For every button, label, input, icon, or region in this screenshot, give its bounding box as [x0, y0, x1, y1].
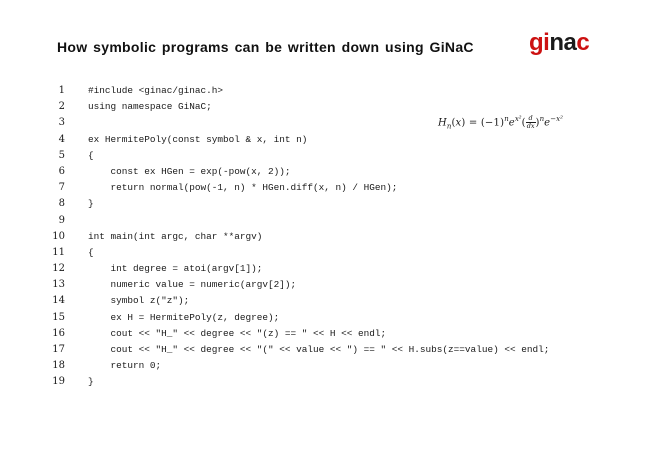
code-line [0, 211, 655, 227]
line-number: 18 [52, 360, 65, 372]
line-number: 6 [58, 165, 65, 177]
code-line [0, 340, 655, 356]
code-line [0, 194, 655, 210]
code-listing [0, 81, 655, 389]
fraction-denominator: dx [526, 122, 535, 131]
code-line [0, 356, 655, 372]
code-text: } [88, 198, 94, 210]
slide-title: How symbolic programs can be written down using GiNaC [57, 39, 474, 55]
code-line [0, 308, 655, 324]
ginac-logo [529, 29, 589, 57]
formula-segment: ) = (−1) [461, 117, 505, 129]
code-text: using namespace GiNaC; [88, 101, 212, 113]
line-number: 14 [52, 295, 65, 307]
line-number: 13 [52, 279, 65, 291]
code-text: int main(int argc, char **argv) [88, 230, 263, 242]
line-number: 16 [52, 327, 65, 339]
code-line [0, 243, 655, 259]
formula-segment: ) [535, 117, 540, 129]
formula-segment: n [504, 115, 509, 123]
code-text: int degree = atoi(argv[1]); [88, 263, 263, 275]
code-text: const ex HGen = exp(-pow(x, 2)); [88, 165, 291, 177]
formula-segment: e [544, 117, 551, 129]
logo-letter: n [549, 29, 564, 56]
code-line [0, 324, 655, 340]
code-line [0, 259, 655, 275]
formula-segment: x [455, 117, 462, 129]
logo-letter: c [576, 29, 590, 56]
line-number: 15 [52, 311, 65, 323]
line-number: 5 [58, 149, 65, 161]
fraction-numerator: d [528, 114, 533, 123]
code-text: cout << "H_" << degree << "(z) == " << H << endl; [88, 327, 387, 339]
formula-segment: H [438, 117, 447, 129]
line-number: 8 [58, 198, 65, 210]
code-text: } [88, 376, 94, 388]
line-number: 4 [58, 133, 65, 145]
code-text: { [88, 149, 94, 161]
code-line [0, 162, 655, 178]
line-number: 12 [52, 263, 65, 275]
formula-segment: ( [451, 117, 456, 129]
line-number: 17 [52, 344, 65, 355]
code-text: numeric value = numeric(argv[2]); [88, 279, 297, 291]
formula-segment: ( [521, 117, 526, 129]
logo-letter: a [563, 29, 577, 56]
code-line [0, 113, 655, 129]
code-line [0, 97, 655, 113]
formula-segment: −x² [550, 115, 563, 123]
code-text: ex HermitePoly(const symbol & x, int n) [88, 133, 308, 145]
code-text: cout << "H_" << degree << "(" << value << ") == " << H.subs(z==value) << endl; [88, 344, 550, 355]
line-number: 19 [52, 376, 65, 388]
code-text: return normal(pow(-1, n) * HGen.diff(x, n) / HGen); [88, 182, 398, 194]
logo-letter: g [529, 29, 544, 56]
code-line [0, 275, 655, 291]
line-number: 9 [58, 214, 65, 226]
logo-letter: i [543, 29, 550, 56]
line-number: 7 [58, 182, 65, 194]
formula-segment: x² [514, 115, 522, 123]
line-number: 3 [58, 117, 65, 129]
line-number: 10 [52, 230, 65, 242]
code-line [0, 81, 655, 97]
formula-segment: e [508, 117, 515, 129]
line-number: 1 [58, 85, 65, 96]
code-text: symbol z("z"); [88, 295, 190, 307]
code-line [0, 146, 655, 162]
code-text: #include <ginac/ginac.h> [88, 85, 224, 96]
code-line [0, 291, 655, 307]
code-line [0, 130, 655, 146]
code-text: return 0; [88, 360, 162, 372]
formula-segment: n [446, 122, 452, 131]
code-line [0, 178, 655, 194]
code-line [0, 372, 655, 388]
line-number: 2 [58, 101, 65, 113]
code-text: { [88, 246, 94, 258]
code-text: ex H = HermitePoly(z, degree); [88, 311, 280, 323]
code-line [0, 227, 655, 243]
line-number: 11 [52, 246, 65, 258]
formula-segment: n [539, 115, 545, 123]
